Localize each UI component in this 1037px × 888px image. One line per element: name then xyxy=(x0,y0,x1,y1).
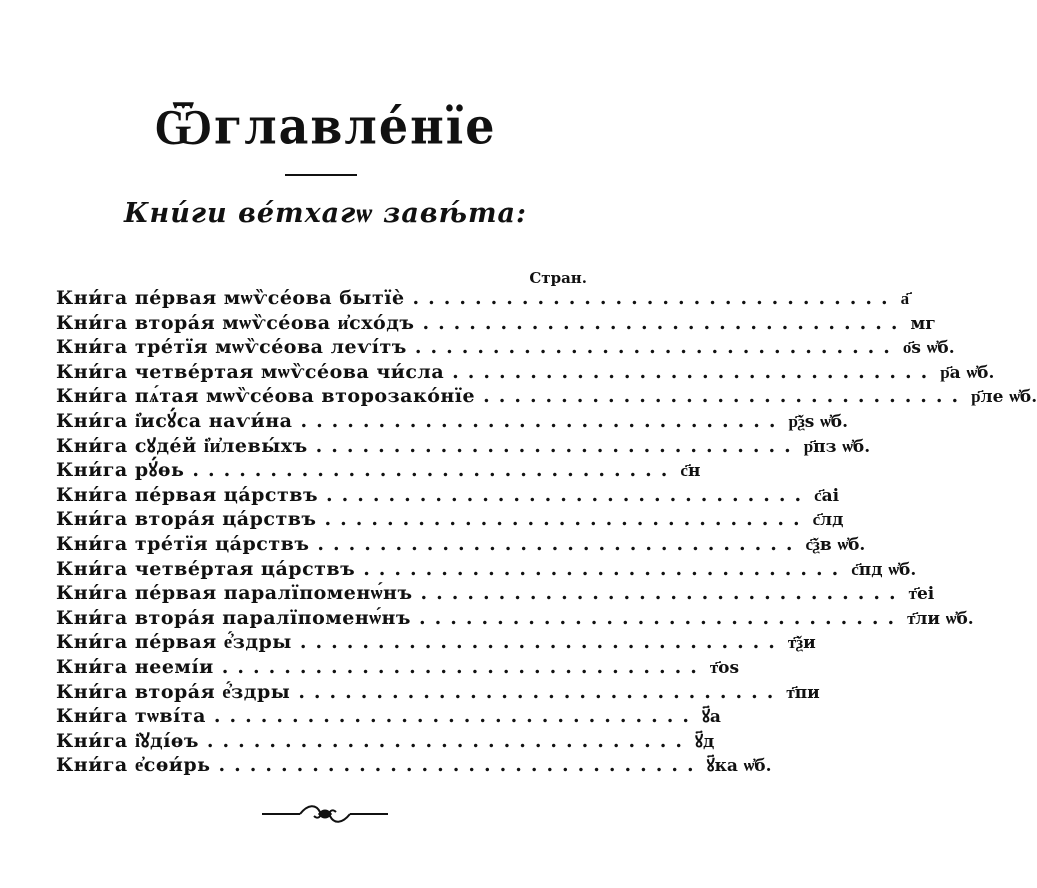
dot-leader: ............................... xyxy=(422,311,907,334)
entry-title: Кни́га пѧ́тая мѡѷсе́ова второзако́нїе xyxy=(56,385,476,408)
dot-leader: ............................... xyxy=(221,655,706,678)
dot-leader: ............................... xyxy=(300,409,785,432)
dot-leader: ............................... xyxy=(206,729,691,752)
toc-entry xyxy=(56,704,721,729)
dot-leader: ............................... xyxy=(317,532,802,555)
entry-page: т҃пи xyxy=(786,682,820,703)
entry-page: р҃пз ѡ҆б. xyxy=(803,436,871,457)
toc-entry xyxy=(56,729,715,754)
entry-title: Кни́га рꙋ́ѳь xyxy=(56,459,185,482)
entry-title: Кни́га четве́ртая мѡѷсе́ова чи́сла xyxy=(56,360,445,383)
toc-entry xyxy=(56,458,701,483)
dot-leader: ............................... xyxy=(213,705,698,728)
entry-page: с҃ѯв ѡ҆б. xyxy=(805,534,866,555)
toc-entry xyxy=(56,606,974,631)
toc-entry xyxy=(56,680,820,705)
entry-page: мг xyxy=(910,313,936,334)
page-column-label: Стран. xyxy=(529,269,587,287)
dot-leader: ............................... xyxy=(363,557,848,580)
table-of-contents xyxy=(56,286,1037,778)
entry-page: с҃пд ѡ҆б. xyxy=(851,559,917,580)
entry-title: Кни́га пе́рвая паралїпоменѡ́нъ xyxy=(56,582,413,605)
dot-leader: ............................... xyxy=(192,459,677,482)
entry-title: Кни́га пе́рвая мѡѷсе́ова бытїѐ xyxy=(56,287,405,309)
dot-leader: ............................... xyxy=(324,508,809,531)
toc-entry xyxy=(56,581,935,606)
toc-entry xyxy=(56,286,910,311)
entry-page: ꙋ҃ка ѡ҆б. xyxy=(706,756,772,777)
entry-title: Кни́га втора́я паралїпоменѡ́нъ xyxy=(56,606,411,629)
entry-title: Кни́га неемі́и xyxy=(56,655,214,678)
entry-page: т҃ѯи xyxy=(787,633,816,654)
title-divider xyxy=(285,174,357,176)
entry-page: т҃оs xyxy=(709,657,740,678)
entry-title: Кни́га тре́тїя мѡѷсе́ова леѵі́тъ xyxy=(56,336,407,359)
toc-entry xyxy=(56,557,917,582)
entry-title: Кни́га четве́ртая ца́рствъ xyxy=(56,557,356,580)
toc-entry xyxy=(56,532,866,557)
toc-entry xyxy=(56,409,849,434)
toc-entry xyxy=(56,434,871,459)
dot-leader: ............................... xyxy=(483,385,968,408)
dot-leader: ............................... xyxy=(218,754,703,777)
entry-title: Кни́га е҆сѳи́рь xyxy=(56,754,211,777)
dot-leader: ............................... xyxy=(414,336,899,359)
page-title: Ѿглавле́нїе xyxy=(154,96,497,156)
entry-page: с҃н xyxy=(680,461,701,482)
entry-title: Кни́га пе́рвая ца́рствъ xyxy=(56,483,319,506)
entry-title: Кни́га тре́тїя ца́рствъ xyxy=(56,532,310,555)
entry-page: с҃лд xyxy=(812,510,844,531)
toc-entry xyxy=(56,335,955,360)
entry-page: т҃еі xyxy=(908,584,935,605)
entry-page: р҃а ѡ҆б. xyxy=(940,362,995,383)
entry-page: ꙋ҃д xyxy=(694,731,715,752)
entry-page: р҃ле ѡ҆б. xyxy=(971,387,1037,408)
toc-entry xyxy=(56,630,816,655)
dot-leader: ............................... xyxy=(299,631,784,654)
entry-title: Кни́га втора́я е҆́здры xyxy=(56,680,291,703)
entry-title: Кни́га пе́рвая е҆́здры xyxy=(56,631,292,654)
dot-leader: ............................... xyxy=(419,606,904,629)
toc-entry xyxy=(56,655,740,680)
entry-page: а҃ xyxy=(900,289,910,309)
entry-title: Кни́га і҆исꙋ́са наѵи́на xyxy=(56,409,293,432)
dot-leader: ............................... xyxy=(412,287,897,309)
dot-leader: ............................... xyxy=(420,582,905,605)
entry-page: о҃s ѡ҆б. xyxy=(902,338,955,359)
toc-entry xyxy=(56,384,1037,409)
toc-entry xyxy=(56,311,936,336)
entry-title: Кни́га сꙋде́й і҆и҆левы́хъ xyxy=(56,434,308,457)
toc-entry xyxy=(56,507,844,532)
dot-leader: ............................... xyxy=(298,680,783,703)
dot-leader: ............................... xyxy=(326,483,811,506)
entry-title: Кни́га тѡві́та xyxy=(56,705,206,728)
toc-entry xyxy=(56,753,772,778)
toc-entry xyxy=(56,360,995,385)
entry-page: ꙋ҃а xyxy=(701,707,721,728)
ornament-divider xyxy=(260,802,390,826)
dot-leader: ............................... xyxy=(315,434,800,457)
entry-title: Кни́га і҆ꙋді́ѳъ xyxy=(56,729,199,752)
entry-title: Кни́га втора́я ца́рствъ xyxy=(56,508,317,531)
entry-page: т҃ли ѡ҆б. xyxy=(907,608,974,629)
section-heading: Кни́ги ве́тхагѡ завѣ́та: xyxy=(124,198,527,229)
entry-page: р҃ѯs ѡ҆б. xyxy=(788,411,849,432)
dot-leader: ............................... xyxy=(452,360,937,383)
toc-entry xyxy=(56,483,840,508)
entry-title: Кни́га втора́я мѡѷсе́ова и҆схо́дъ xyxy=(56,311,415,334)
entry-page: с҃аі xyxy=(814,485,840,506)
